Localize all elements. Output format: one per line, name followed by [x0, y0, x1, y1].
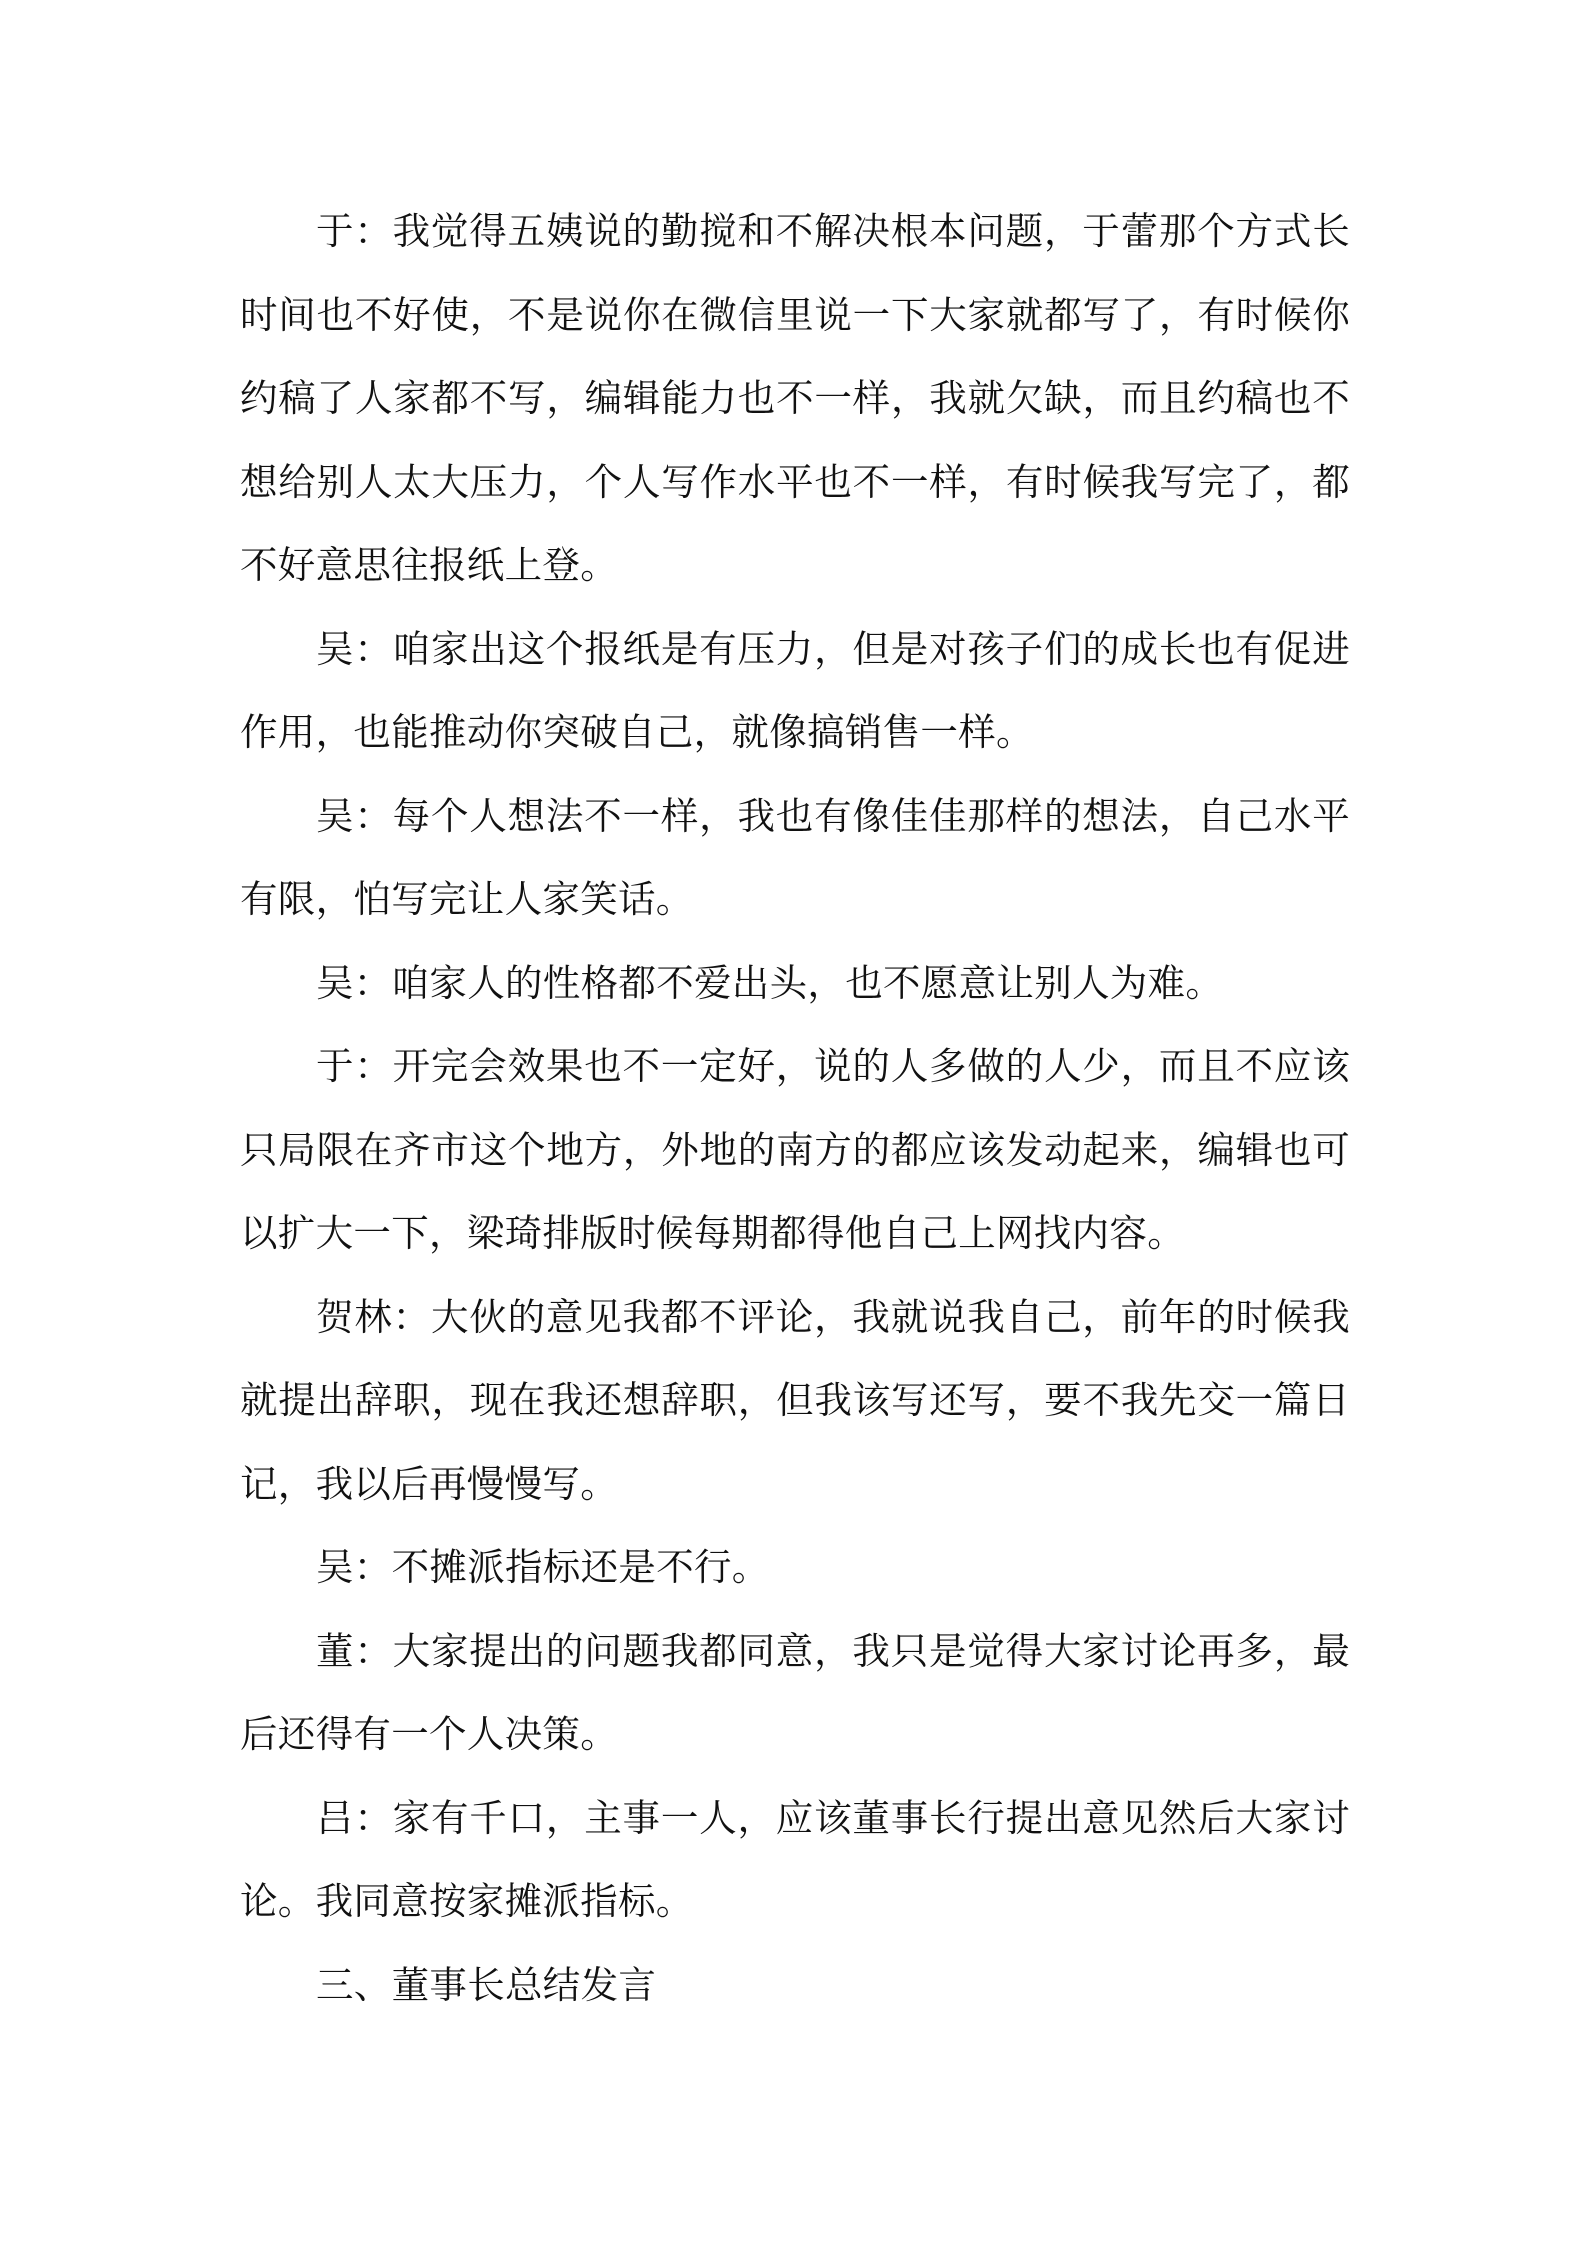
paragraph-yu-2: 于：开完会效果也不一定好，说的人多做的人少，而且不应该只局限在齐市这个地方，外地的南方的都应该发动起来，编辑也可以扩大一下，梁琦排版时候每期都得他自己上网找内容。 [240, 1044, 1350, 1255]
paragraph-dong: 董：大家提出的问题我都同意，我只是觉得大家讨论再多，最后还得有一个人决策。 [240, 1628, 1350, 1756]
paragraph-lv: 吕：家有千口，主事一人，应该董事长行提出意见然后大家讨论。我同意按家摊派指标。 [240, 1795, 1350, 1923]
paragraph-wu-3: 吴：咱家人的性格都不爱出头，也不愿意让别人为难。 [316, 960, 1224, 1005]
section-heading: 三、董事长总结发言 [316, 1962, 657, 2007]
paragraph-wu-2: 吴：每个人想法不一样，我也有像佳佳那样的想法，自己水平有限，怕写完让人家笑话。 [240, 793, 1350, 921]
paragraph-wu-4: 吴：不摊派指标还是不行。 [316, 1545, 770, 1589]
paragraph-yu-1: 于：我觉得五姨说的勤搅和不解决根本问题，于蕾那个方式长时间也不好使，不是说你在微信里说一下大家就都写了，有时候你约稿了人家都不写，编辑能力也不一样，我就欠缺，而且约稿也不想给别人太大压力，个人写作水平也不一样，有时候我写完了，都不好意思往报纸上登。 [240, 209, 1350, 587]
document-body [240, 190, 1350, 2027]
paragraph-helin: 贺林：大伙的意见我都不评论，我就说我自己，前年的时候我就提出辞职，现在我还想辞职，但我该写还写，要不我先交一篇日记，我以后再慢慢写。 [240, 1294, 1350, 1506]
paragraph-wu-1: 吴：咱家出这个报纸是有压力，但是对孩子们的成长也有促进作用，也能推动你突破自己，就像搞销售一样。 [240, 626, 1350, 754]
